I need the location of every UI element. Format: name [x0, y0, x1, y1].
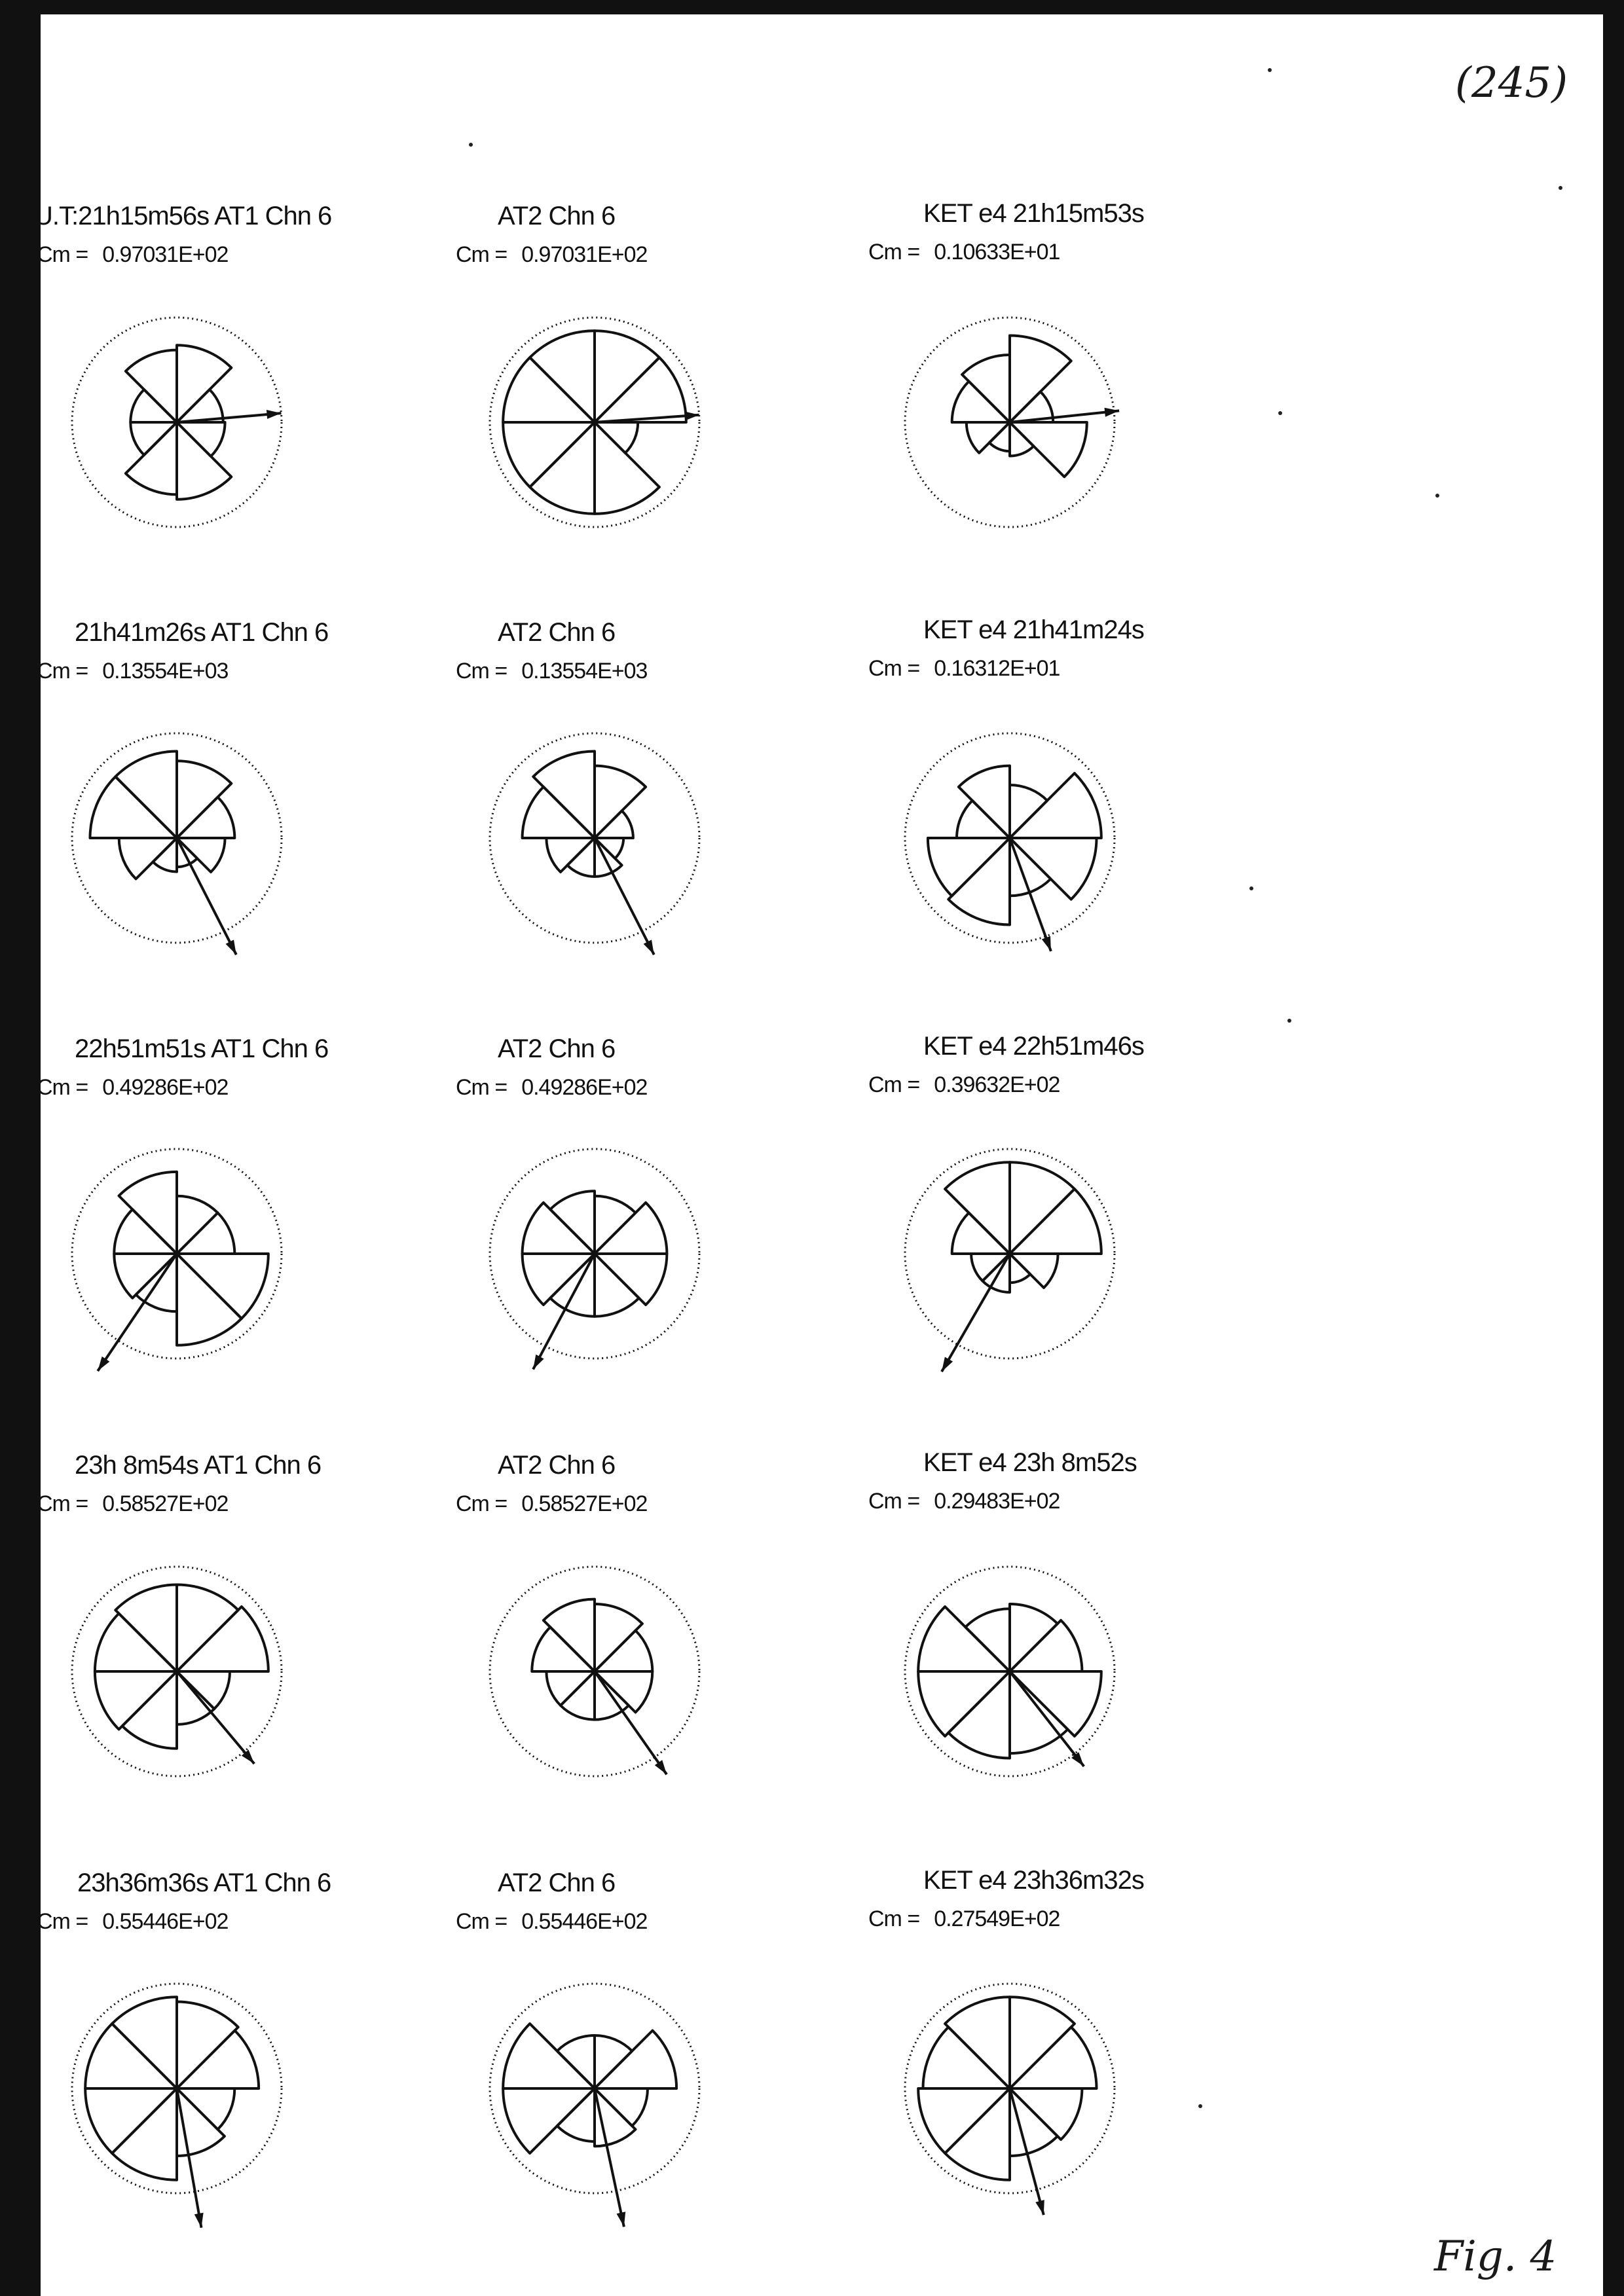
rose-sector: [918, 1607, 1010, 1671]
rose-sector: [595, 357, 686, 422]
rose-sector: [130, 390, 177, 422]
rose-sector: [1010, 838, 1097, 900]
panel-title: AT2 Chn 6: [498, 1868, 616, 1897]
resultant-arrow: [595, 1671, 667, 1774]
rose-sector: [962, 355, 1010, 422]
rose-sector: [177, 422, 225, 456]
rose-sector: [557, 2088, 595, 2141]
resultant-arrow: [177, 413, 281, 422]
resultant-arrow: [533, 1254, 595, 1370]
rose-sector: [1010, 785, 1047, 838]
rose-sector: [153, 838, 177, 872]
arrow-head: [1035, 2200, 1044, 2215]
rose-sector: [557, 2035, 595, 2088]
resultant-arrow: [1010, 410, 1119, 422]
rose-sector: [546, 1671, 595, 1705]
rose-sector: [595, 1203, 667, 1254]
arrow-head: [533, 1355, 544, 1370]
rose-sector: [1010, 2027, 1097, 2088]
rose-sector: [957, 801, 1010, 838]
rose-sector: [114, 1254, 177, 1298]
panel-title: U.T:21h15m56s AT1 Chn 6: [34, 202, 332, 230]
rose-sector: [923, 2027, 1010, 2088]
panel-title: KET e4 21h41m24s: [923, 615, 1144, 644]
rose-sector: [533, 752, 595, 839]
rose-sector: [948, 1671, 1010, 1758]
panel-cm: Cm = 0.55446E+02: [37, 1909, 229, 1934]
rose-sector: [918, 2088, 1010, 2153]
panel-cm: Cm = 0.49286E+02: [37, 1075, 229, 1100]
panel-cm: Cm = 0.58527E+02: [456, 1491, 648, 1516]
panel-cm: Cm = 0.29483E+02: [868, 1489, 1060, 1514]
panel-title: AT2 Chn 6: [498, 1034, 616, 1063]
rose-sector: [177, 1607, 268, 1671]
rose-sector: [567, 838, 595, 877]
panel-title: 22h51m51s AT1 Chn 6: [75, 1034, 329, 1063]
rose-sector: [1010, 838, 1051, 896]
rose-sector: [177, 1254, 268, 1319]
rose-sector: [177, 390, 223, 422]
rose-sector: [550, 1254, 595, 1317]
rose-sector: [918, 1671, 1010, 1736]
panel-cm: Cm = 0.16312E+01: [868, 656, 1060, 681]
rose-sector: [1010, 1189, 1101, 1254]
resultant-arrow: [177, 838, 236, 955]
rose-sector: [85, 2024, 177, 2088]
arrow-head: [942, 1357, 953, 1372]
rose-sector: [595, 1196, 636, 1254]
rose-sector: [177, 2031, 259, 2089]
rose-sector: [95, 1671, 177, 1730]
panel-cm: Cm = 0.55446E+02: [456, 1909, 648, 1934]
resultant-arrow: [1010, 2088, 1044, 2215]
rose-sector: [503, 2088, 595, 2153]
rose-sector: [595, 1254, 667, 1305]
rose-sector: [177, 1196, 218, 1254]
rose-sector: [115, 752, 177, 839]
resultant-arrow: [98, 1254, 177, 1371]
panel-title: AT2 Chn 6: [498, 618, 616, 647]
panel-title: AT2 Chn 6: [498, 1451, 616, 1480]
panel-title: 23h36m36s AT1 Chn 6: [77, 1868, 331, 1897]
rose-sector: [952, 1213, 1010, 1254]
rose-sector: [544, 1599, 595, 1671]
panel-cm: Cm = 0.49286E+02: [456, 1075, 648, 1100]
rose-sector: [90, 776, 177, 838]
rose-sector: [503, 357, 595, 422]
rose-sector: [532, 1627, 595, 1671]
rose-sector: [177, 2088, 234, 2130]
panel-title: KET e4 21h15m53s: [923, 199, 1144, 228]
figure-label: Fig. 4: [1434, 2232, 1557, 2281]
rose-sector: [561, 1671, 595, 1720]
panel-title: KET e4 23h36m32s: [923, 1866, 1144, 1895]
rose-sector: [126, 422, 177, 494]
rose-sector: [1010, 422, 1087, 477]
panel-title: 23h 8m54s AT1 Chn 6: [75, 1451, 322, 1480]
rose-sector: [595, 2035, 632, 2088]
rose-sector: [595, 1631, 652, 1672]
rose-sector: [177, 2002, 238, 2089]
arrow-head: [1042, 936, 1051, 951]
rose-sector: [126, 350, 177, 422]
rose-sector: [1010, 1162, 1075, 1254]
rose-sector: [595, 1604, 642, 1671]
panel-cm: Cm = 0.27549E+02: [868, 1906, 1060, 1931]
rose-sector: [595, 766, 646, 838]
rose-sector: [85, 2088, 177, 2153]
rose-sector: [115, 1585, 177, 1672]
rose-sector: [550, 1191, 595, 1254]
rose-sector: [177, 1254, 242, 1345]
rose-sector: [595, 1254, 639, 1317]
arrow-head: [98, 1357, 109, 1371]
rose-sector: [119, 1172, 177, 1254]
rose-sector: [130, 422, 177, 455]
resultant-arrow: [595, 2088, 624, 2227]
rose-sector: [1010, 1604, 1058, 1671]
arrow-head: [644, 939, 654, 955]
panel-cm: Cm = 0.39632E+02: [868, 1072, 1060, 1097]
rose-sector: [95, 1614, 177, 1672]
rose-sector: [177, 1585, 238, 1672]
rose-sector: [177, 1213, 234, 1254]
rose-sector: [1010, 1671, 1101, 1736]
panel-title: 21h41m26s AT1 Chn 6: [75, 618, 329, 647]
rose-sector: [595, 422, 659, 514]
rose-sector: [177, 797, 234, 839]
arrow-head: [617, 2212, 626, 2227]
rose-sector: [1010, 336, 1071, 423]
rose-sector: [1010, 1620, 1082, 1671]
rose-sector: [112, 1997, 177, 2088]
panel-cm: Cm = 0.13554E+03: [456, 659, 648, 683]
rose-sector: [177, 345, 231, 422]
rose-sector: [952, 382, 1010, 423]
rose-sector: [1010, 773, 1101, 838]
panel-cm: Cm = 0.58527E+02: [37, 1491, 229, 1516]
rose-sector: [595, 1671, 652, 1713]
arrow-head: [226, 939, 236, 955]
rose-sector: [530, 331, 595, 422]
rose-sector: [523, 787, 595, 838]
rose-sector: [1010, 2088, 1058, 2156]
panel-cm: Cm = 0.97031E+02: [456, 242, 648, 267]
rose-sector: [595, 331, 659, 422]
rose-sector: [503, 2024, 595, 2088]
rose-sector: [948, 838, 1010, 925]
rose-sector: [523, 1203, 595, 1254]
rose-sector: [959, 766, 1010, 838]
rose-sector: [523, 1254, 595, 1305]
rose-sector: [989, 422, 1010, 451]
resultant-arrow: [177, 1671, 254, 1764]
rose-sector: [965, 1609, 1010, 1671]
panel-cm: Cm = 0.13554E+03: [37, 659, 229, 683]
rose-sector: [595, 2031, 676, 2089]
rose-sector: [530, 422, 595, 514]
page-number: (245): [1455, 59, 1568, 107]
panel-title: AT2 Chn 6: [498, 202, 616, 230]
panel-cm: Cm = 0.10633E+01: [868, 240, 1060, 264]
rose-sector: [928, 838, 1010, 896]
rose-sector: [122, 1671, 177, 1749]
rose-sector: [595, 422, 638, 453]
rose-sector: [177, 761, 231, 838]
rose-sector: [967, 422, 1010, 453]
rose-sector: [1010, 1997, 1075, 2088]
panel-title: KET e4 22h51m46s: [923, 1032, 1144, 1061]
panel-title: KET e4 23h 8m52s: [923, 1448, 1137, 1477]
panel-cm: Cm = 0.97031E+02: [37, 242, 229, 267]
rose-sector: [503, 422, 595, 487]
rose-sector: [119, 838, 177, 879]
resultant-arrow: [595, 838, 654, 955]
rose-sector: [945, 2088, 1010, 2180]
rose-sector: [112, 2088, 177, 2180]
rose-sector: [945, 1997, 1010, 2088]
rose-sector: [114, 1209, 177, 1254]
